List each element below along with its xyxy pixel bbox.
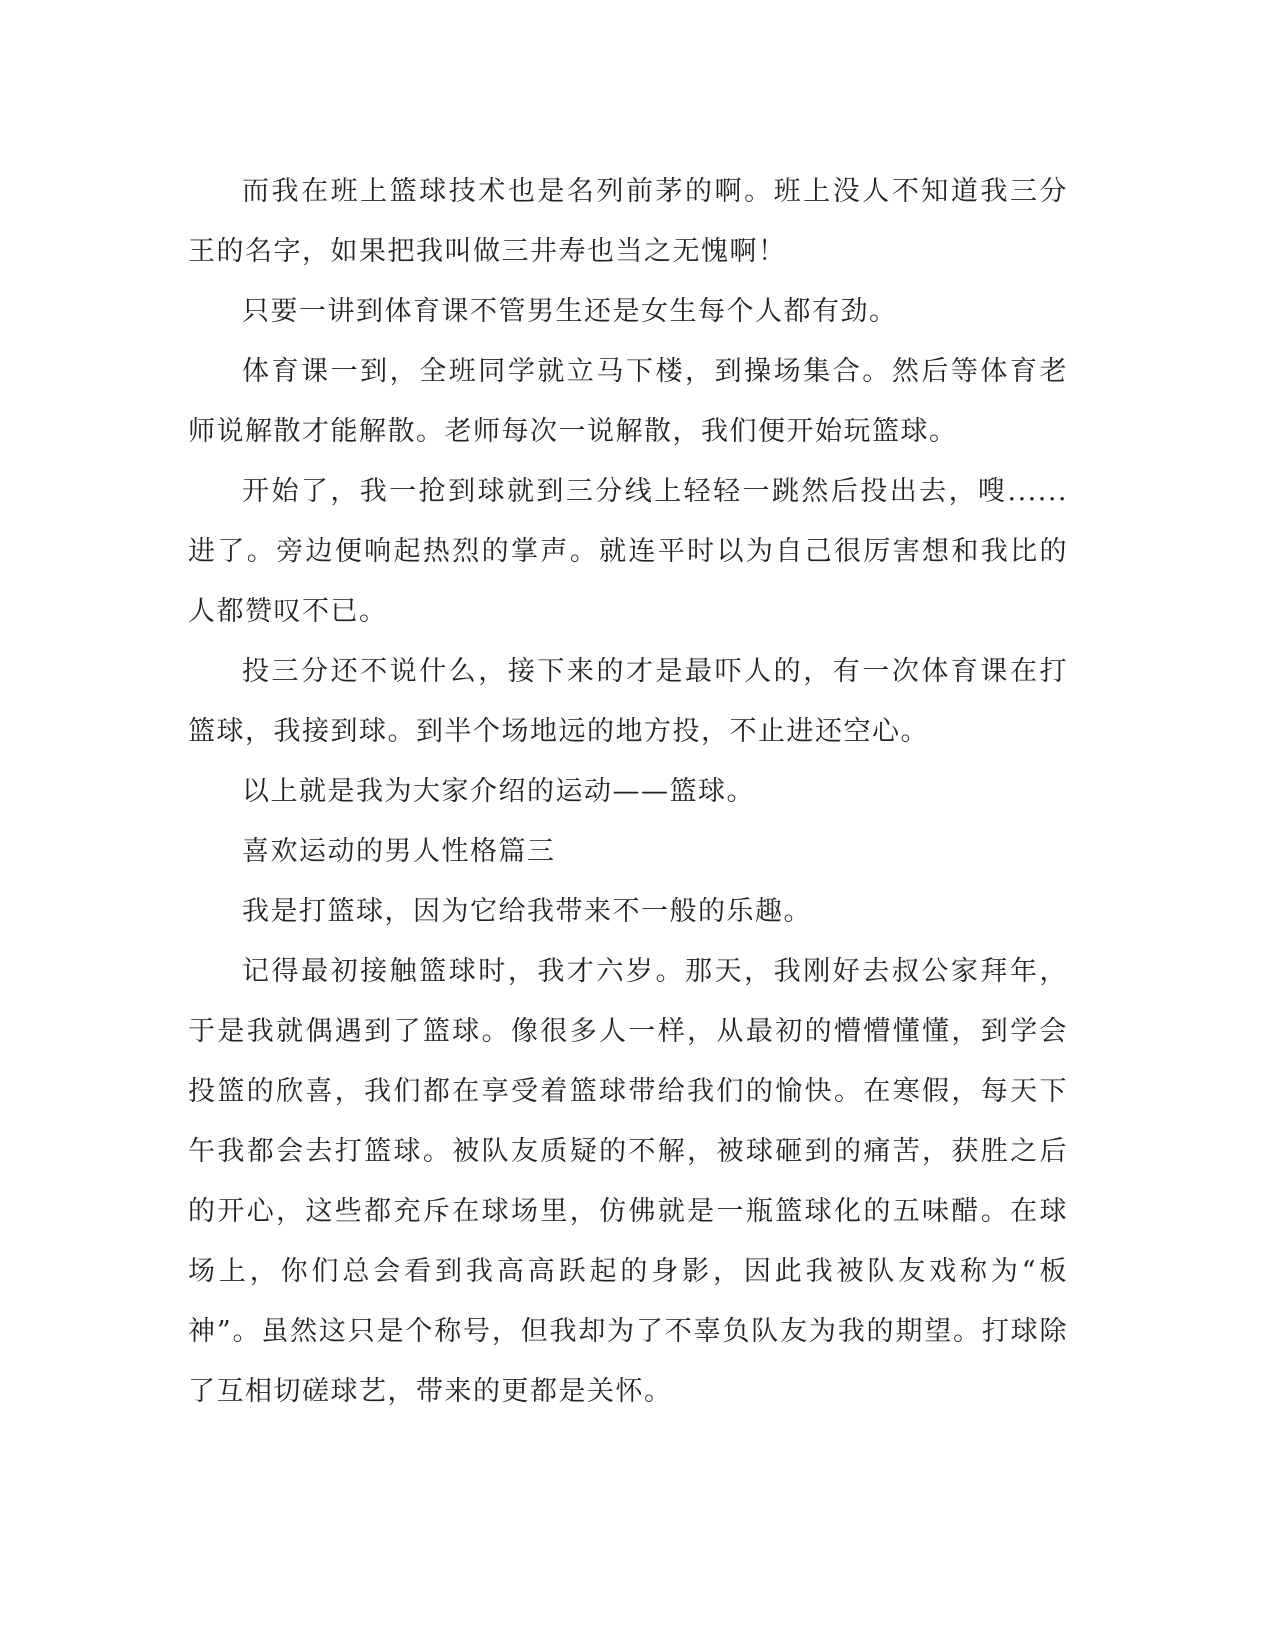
document-body <box>188 162 1068 1422</box>
paragraph-first-contact: 记得最初接触篮球时，我才六岁。那天，我刚好去叔公家拜年，于是我就偶遇到了篮球。像很多人一样，从最初的懵懵懂懂，到学会投篮的欣喜，我们都在享受着篮球带给我们的愉快。在寒假，每天下午我都会去打篮球。被队友质疑的不解，被球砸到的痛苦，获胜之后的开心，这些都充斥在球场里，仿佛就是一瓶篮球化的五味醋。在球场上，你们总会看到我高高跃起的身影，因此我被队友戏称为“板神”。虽然这只是个称号，但我却为了不辜负队友为我的期望。打球除了互相切磋球艺，带来的更都是关怀。 <box>188 956 1068 1407</box>
paragraph-three-point-shot: 开始了，我一抢到球就到三分线上轻轻一跳然后投出去，嗖......进了。旁边便响起热烈的掌声。就连平时以为自己很厉害想和我比的人都赞叹不已。 <box>188 476 1068 627</box>
paragraph-three-pointer-king: 而我在班上篮球技术也是名列前茅的啊。班上没人不知道我三分王的名字，如果把我叫做三井寿也当之无愧啊！ <box>188 176 1068 267</box>
paragraph-conclusion: 以上就是我为大家介绍的运动——篮球。 <box>242 776 755 807</box>
section-heading: 喜欢运动的男人性格篇三 <box>242 836 556 867</box>
paragraph-pe-class-gathering: 体育课一到，全班同学就立马下楼，到操场集合。然后等体育老师说解散才能解散。老师每次一说解散，我们便开始玩篮球。 <box>188 356 1068 447</box>
paragraph-half-court-shot: 投三分还不说什么，接下来的才是最吓人的，有一次体育课在打篮球，我接到球。到半个场地远的地方投，不止进还空心。 <box>188 656 1068 747</box>
paragraph-basketball-fun: 我是打篮球，因为它给我带来不一般的乐趣。 <box>242 896 812 927</box>
paragraph-pe-class-energy: 只要一讲到体育课不管男生还是女生每个人都有劲。 <box>242 296 898 327</box>
